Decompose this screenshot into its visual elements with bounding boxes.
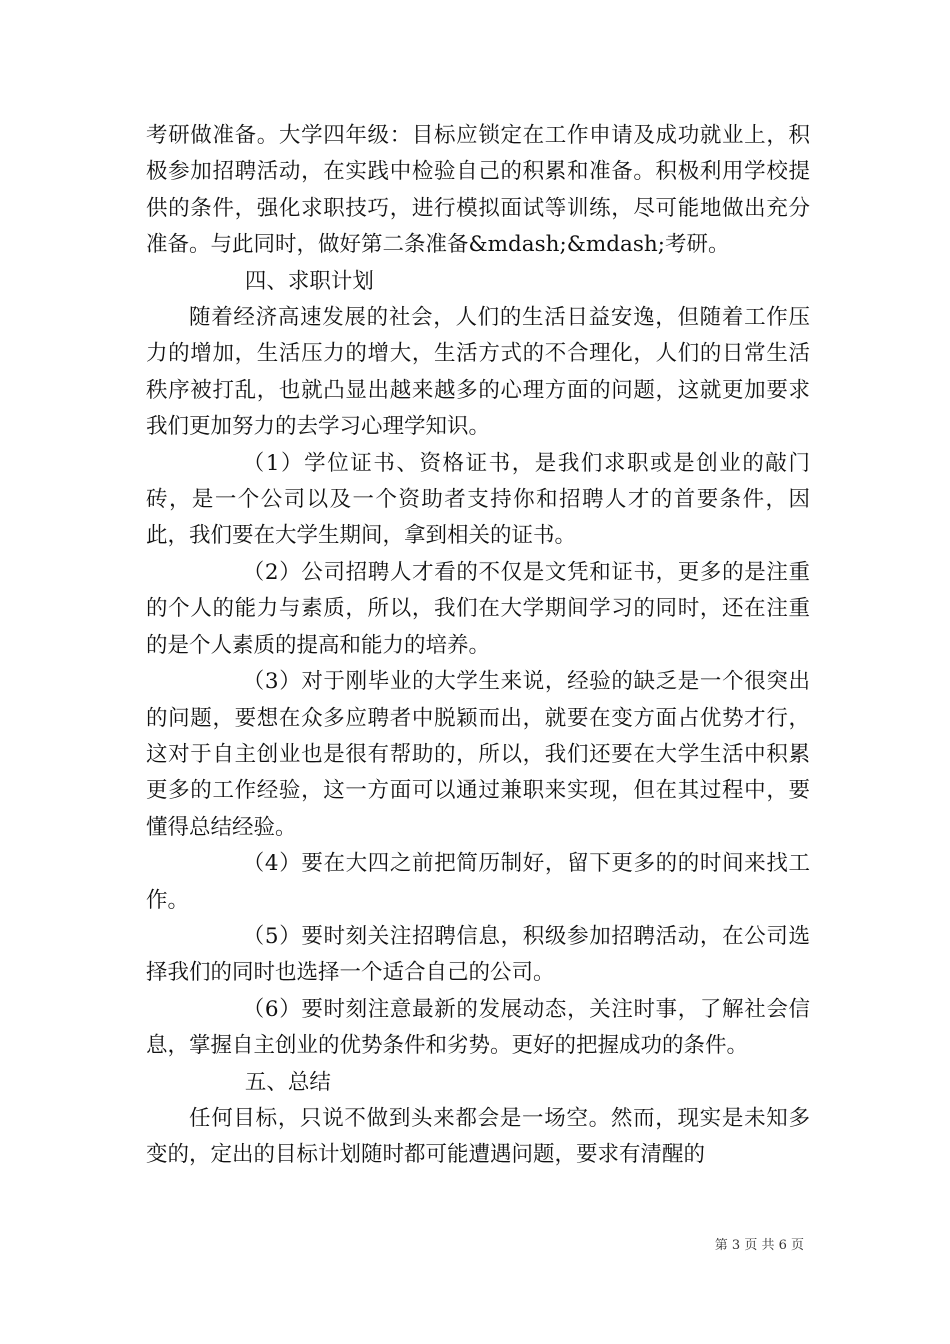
- list-item-5: （5）要时刻关注招聘信息，积级参加招聘活动，在公司选择我们的同时也选择一个适合自己的公司。: [146, 923, 810, 986]
- list-item-4: （4）要在大四之前把简历制好，留下更多的的时间来找工作。: [146, 851, 810, 913]
- paragraph-summary: 任何目标，只说不做到头来都会是一场空。然而，现实是未知多变的，定出的目标计划随时都可能遭遇问题，要求有清醒的: [146, 1105, 810, 1168]
- paragraph-exam-prep: 考研做准备。大学四年级：目标应锁定在工作申请及成功就业上，积极参加招聘活动，在实践中检验自己的积累和准备。积极利用学校提供的条件，强化求职技巧，进行模拟面试等训练，尽可能地做出充分准备。与此同时，做好第二条准备&mdash;&mdash;考研。: [146, 123, 810, 258]
- document-body: [146, 118, 810, 1174]
- page-number: 第 3 页 共 6 页: [714, 1238, 804, 1253]
- section-heading-summary: 五、总结: [244, 1069, 331, 1095]
- list-item-2: （2）公司招聘人才看的不仅是文凭和证书，更多的是注重的个人的能力与素质，所以，我们在大学期间学习的同时，还在注重的是个人素质的提高和能力的培养。: [146, 559, 810, 658]
- paragraph-job-plan-intro: 随着经济高速发展的社会，人们的生活日益安逸，但随着工作压力的增加，生活压力的增大，生活方式的不合理化，人们的日常生活秩序被打乱，也就凸显出越来越多的心理方面的问题，这就更加要求我们更加努力的去学习心理学知识。: [146, 305, 810, 440]
- section-heading-job-plan: 四、求职计划: [244, 268, 374, 294]
- list-item-3: （3）对于刚毕业的大学生来说，经验的缺乏是一个很突出的问题，要想在众多应聘者中脱颖而出，就要在变方面占优势才行，这对于自主创业也是很有帮助的，所以，我们还要在大学生活中积累更多的工作经验，这一方面可以通过兼职来实现，但在其过程中，要懂得总结经验。: [146, 669, 810, 840]
- list-item-6: （6）要时刻注意最新的发展动态，关注时事，了解社会信息，掌握自主创业的优势条件和劣势。更好的把握成功的条件。: [146, 996, 810, 1059]
- list-item-1: （1）学位证书、资格证书，是我们求职或是创业的敲门砖，是一个公司以及一个资助者支持你和招聘人才的首要条件，因此，我们要在大学生期间，拿到相关的证书。: [146, 450, 810, 549]
